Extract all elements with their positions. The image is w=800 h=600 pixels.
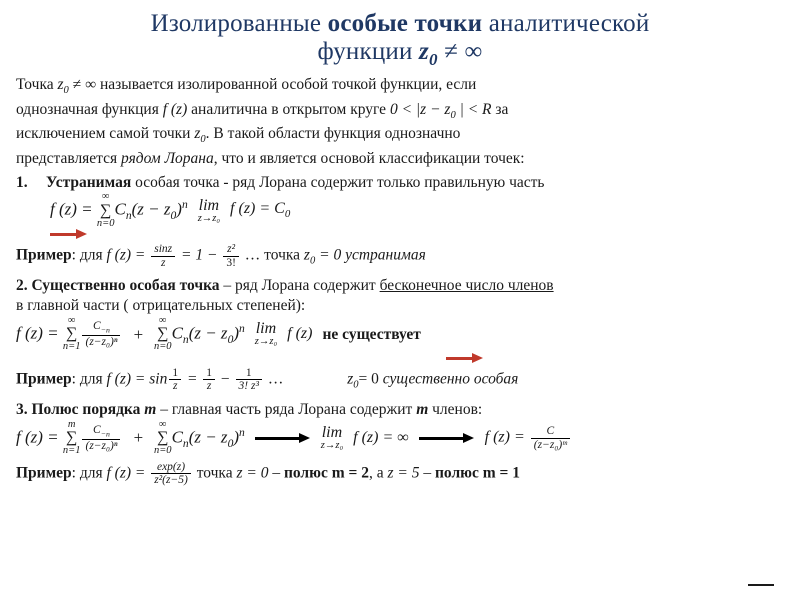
item-3-frac1-c-sub: −n [100, 429, 110, 439]
item-1-marker: 1. [16, 173, 28, 191]
item-1-lim-sub: z→z₀ [197, 212, 221, 224]
item-1-formula-row [16, 192, 784, 229]
item-3-sum1-low: n=1 [62, 445, 81, 457]
item-1-frac1-bot: z [160, 256, 166, 269]
item-2-tail: ) [233, 323, 240, 343]
title-line2-part1: функции [317, 38, 420, 65]
item-3-limit [321, 425, 343, 452]
intro-text-2b: аналитична в открытом круге [187, 100, 390, 118]
item-2-frac1 [82, 320, 120, 348]
item-3-final-frac [531, 425, 570, 451]
item-3-fz: f (z) = [16, 426, 63, 446]
item-1-limit [198, 198, 220, 225]
item-3-lim-main: lim [321, 423, 343, 441]
intro-z-sub: 0 [63, 85, 69, 97]
item-3-desc-m: m [416, 400, 429, 418]
item-3-example-z2: z = 5 – [387, 464, 435, 482]
item-2-pow: n [239, 321, 245, 335]
title-line2-var: z [419, 38, 429, 65]
item-3-formula [16, 420, 122, 457]
item-3-head: 3. Полюс порядка [16, 400, 145, 418]
intro-text-2a: однозначная функция [16, 100, 163, 118]
item-3-sum1-high: m [67, 418, 76, 430]
intro-laurent-series: рядом Лорана [121, 149, 214, 167]
item-3-example-a: : для [71, 464, 107, 482]
item-3-sum1 [63, 420, 81, 457]
title-line2-var-sub: 0 [428, 50, 438, 69]
item-3-plus: + [132, 428, 144, 448]
item-1-fz: f (z) = [50, 199, 93, 219]
item-2-arg-top: 1 [169, 367, 181, 380]
item-2-desc-a: – ряд Лорана содержит [219, 277, 380, 295]
item-1-pow: n [181, 198, 188, 212]
item-1-example-eq: = 1 − [177, 246, 222, 264]
item-3-example-c: , а [368, 464, 388, 482]
item-2-example-z-sub: 0 [353, 379, 359, 391]
item-2 [16, 276, 784, 316]
item-3-term2 [154, 420, 245, 457]
item-1-limit-rhs [230, 199, 290, 222]
item-3-frac1 [82, 424, 120, 452]
intro-ineq-sub: 0 [450, 109, 456, 121]
right-arrow-icon [255, 433, 311, 443]
intro-text-4b: , что и является основой классификации точек: [213, 149, 525, 167]
item-3-example-pole1: полюс m = 2 [283, 464, 369, 482]
slide-body [16, 75, 784, 486]
item-2-sum2 [154, 316, 172, 353]
item-2-plus: + [132, 324, 144, 344]
item-3-tail: ) [233, 426, 240, 446]
item-2-line-1 [16, 276, 784, 296]
item-1-sum-high: ∞ [101, 191, 110, 203]
item-2-formula [16, 316, 122, 353]
item-2-ex-frac2-top: 1 [236, 367, 262, 380]
item-3-line-1 [16, 400, 784, 420]
item-2-example-kind: существенно особая [382, 370, 519, 388]
item-1-example-frac1 [151, 243, 175, 269]
item-2-c-sub: n [182, 332, 189, 346]
item-1-example [16, 243, 784, 269]
item-1-example-f: f (z) = [106, 246, 150, 264]
intro-ineq-b: | < R [455, 100, 492, 118]
intro-text-3a: исключением самой точки [16, 125, 195, 143]
item-2-frac1-top [82, 320, 120, 336]
item-2-sum1-sym: ∑ [65, 325, 78, 343]
item-3-example-z1: z = 0 – [236, 464, 284, 482]
item-3-example-pole2: полюс m = 1 [434, 464, 520, 482]
item-1-lim-rhs-f: f (z) = C [230, 200, 285, 218]
item-1-example-tail: … точка [240, 246, 304, 264]
item-2-term2 [154, 316, 245, 353]
intro-fz: f (z) [162, 100, 188, 118]
item-1-example-z: z [303, 246, 310, 264]
item-1-frac1-top: sinz [151, 243, 175, 256]
item-1-text [46, 173, 545, 193]
item-2-desc-underline: бесконечное число членов [379, 277, 554, 295]
item-2-limit-note: не существует [322, 325, 421, 343]
intro-ineq-a: 0 < |z − z [389, 100, 451, 118]
item-2-lim-sub: z→z₀ [254, 336, 278, 348]
right-arrow-icon [419, 433, 475, 443]
item-2-frac1-c-sub: −n [100, 325, 110, 335]
item-1-example-label: Пример [16, 246, 72, 264]
item-2-limit-rhs: f (z) [287, 325, 313, 343]
item-2-arg-bot: z [172, 380, 178, 393]
item-1-sum-low: n=0 [96, 217, 115, 229]
title-line1-part1: Изолированные [150, 10, 328, 37]
item-2-head: 2. Существенно особая точка [16, 277, 220, 295]
item-2-frac1-bot: (z−z₀)ⁿ [85, 336, 118, 349]
title-line-1 [16, 10, 784, 38]
item-2-ex-frac1-bot: z [206, 380, 212, 393]
item-2-sum1-high: ∞ [67, 314, 76, 326]
item-1-head: Устранимая [46, 173, 132, 191]
item-2-example-minus: − [217, 370, 234, 388]
item-1-example-val: = 0 [315, 246, 346, 264]
intro-text-2c: за [491, 100, 509, 118]
item-3-example-f: f (z) = [106, 464, 150, 482]
decorative-rule [748, 584, 774, 586]
item-2-example-val: = 0 [358, 370, 383, 388]
item-3-limit-rhs: f (z) = ∞ [353, 428, 409, 446]
intro-line-1 [16, 75, 784, 98]
item-1-c: C [114, 199, 126, 219]
item-2-sum2-high: ∞ [159, 314, 167, 326]
item-3-c-sub: n [182, 436, 189, 450]
item-1-frac2-top: z² [223, 243, 239, 256]
item-2-line-2 [16, 296, 784, 316]
item-1-lim-main: lim [198, 196, 220, 214]
item-3-final-frac-bot: (z−z₀)ᵐ [533, 438, 567, 451]
title-line-2 [16, 38, 784, 69]
item-3-final [485, 425, 572, 451]
item-2-fz: f (z) = [16, 323, 63, 343]
item-3-frac1-bot: (z−z₀)ⁿ [85, 439, 118, 452]
item-3-c: C [171, 426, 183, 446]
right-arrow-icon [446, 353, 484, 363]
item-3-example-b: точка [192, 464, 237, 482]
item-3-sum1-sym: ∑ [65, 429, 78, 447]
title-line1-part3: аналитической [482, 10, 650, 37]
item-2-arrow-row [16, 353, 784, 363]
item-3-rest: (z − z [188, 426, 228, 446]
item-1-lim-rhs-sub: 0 [284, 208, 291, 221]
item-2-ex-frac1-top: 1 [203, 367, 215, 380]
item-2-c: C [171, 323, 183, 343]
item-1 [16, 173, 784, 193]
title-line1-emph: особые точки [327, 10, 483, 37]
item-3-sum2-high: ∞ [159, 418, 167, 430]
item-1-frac2-bot: 3! [226, 256, 236, 269]
intro-line-4 [16, 149, 784, 169]
item-3-pow: n [239, 425, 245, 439]
intro-text-3b: . В такой области функция однозначно [205, 125, 461, 143]
item-3-example-frac [151, 461, 191, 487]
intro-text-1a: Точка [16, 76, 58, 94]
item-3-desc-b: членов: [428, 400, 483, 418]
item-2-example-dots: … [263, 370, 284, 388]
intro-z2-sub: 0 [200, 134, 206, 146]
item-2-example-a: : для [71, 370, 107, 388]
item-3-lim-sub: z→z₀ [320, 439, 344, 451]
item-2-example-label: Пример [16, 370, 72, 388]
item-1-example-frac2 [223, 243, 239, 269]
intro-z2: z [194, 125, 201, 143]
item-2-sum2-sym: ∑ [157, 325, 169, 343]
item-1-example-z-sub: 0 [309, 256, 316, 268]
item-1-c-sub: n [125, 209, 132, 223]
item-3-final-frac-top: C [531, 425, 570, 438]
item-2-desc-b: в главной части ( отрицательных степеней): [16, 297, 306, 315]
item-2-example-frac2 [236, 367, 262, 393]
item-2-example [16, 367, 784, 393]
item-1-desc: особая точка - ряд Лорана содержит только правильную часть [131, 173, 545, 191]
item-1-formula [50, 192, 188, 229]
item-2-example-frac1 [203, 367, 215, 393]
item-3-head-m: m [144, 400, 157, 418]
item-3-sum2-low: n=0 [153, 445, 172, 457]
right-arrow-icon [50, 229, 88, 239]
item-2-sum2-low: n=0 [153, 341, 172, 353]
item-2-lim-main: lim [255, 320, 277, 338]
item-3-formula-row [16, 420, 784, 457]
item-3-example-label: Пример [16, 464, 72, 482]
item-3-desc-a: – главная часть ряда Лорана содержит [156, 400, 417, 418]
item-1-example-kind: устранимая [345, 246, 426, 264]
item-1-tail: ) [176, 199, 182, 219]
intro-z: z [57, 76, 64, 94]
item-3-ex-frac-top: exp(z) [151, 461, 191, 474]
item-3-rest-sub: 0 [227, 436, 234, 450]
item-2-formula-row [16, 316, 784, 353]
intro-line-3 [16, 124, 784, 147]
page-title [16, 10, 784, 69]
item-2-sum1-low: n=1 [62, 341, 81, 353]
item-3-sum2 [154, 420, 172, 457]
item-2-limit [255, 321, 277, 348]
item-1-example-a: : для [71, 246, 107, 264]
item-3 [16, 400, 784, 420]
item-3-example [16, 461, 784, 487]
item-3-final-f: f (z) = [484, 428, 529, 446]
item-2-example-arg [169, 367, 181, 393]
item-3-ex-frac-bot: z²(z−5) [154, 473, 188, 486]
item-1-rest-sub: 0 [170, 209, 177, 223]
intro-text-1b: ≠ ∞ называется изолированной особой точкой функции, если [68, 76, 477, 94]
item-3-sum2-sym: ∑ [157, 429, 169, 447]
intro-line-2 [16, 100, 784, 123]
item-1-sum-sym: ∑ [99, 201, 112, 219]
item-2-example-z: z [347, 370, 354, 388]
item-3-frac1-top [82, 424, 120, 440]
title-line2-part3: ≠ ∞ [437, 38, 483, 65]
item-2-rest-sub: 0 [227, 332, 234, 346]
item-1-arrow-row [16, 229, 784, 239]
item-2-frac1-c: C [93, 320, 101, 333]
item-2-example-eq: = [183, 370, 202, 388]
item-2-example-f: f (z) = sin [106, 370, 168, 388]
item-1-rest: (z − z [131, 199, 171, 219]
item-2-sum1 [63, 316, 81, 353]
intro-text-4a: представляется [16, 149, 122, 167]
item-2-ex-frac2-bot: 3! z³ [238, 380, 259, 393]
item-3-frac1-c: C [93, 424, 101, 436]
item-1-sum [97, 192, 115, 229]
item-2-rest: (z − z [188, 323, 228, 343]
